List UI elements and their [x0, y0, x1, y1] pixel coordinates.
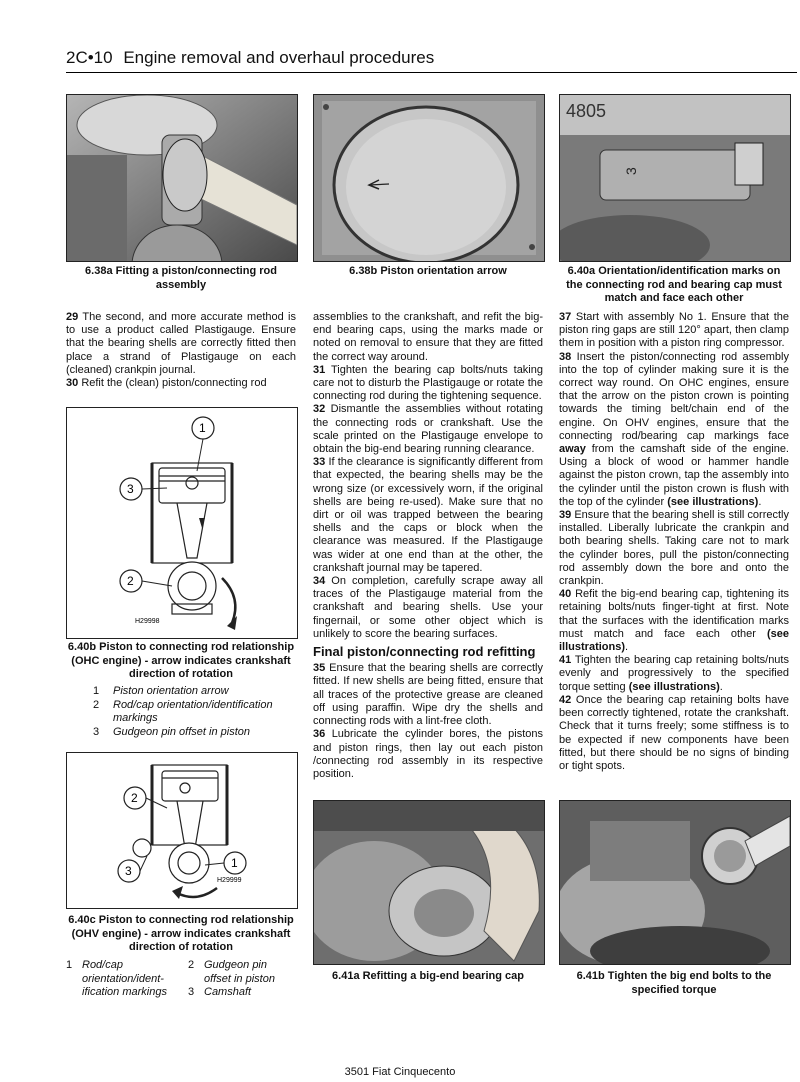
- paragraph-38: 38 Insert the piston/connecting rod assembly into the top of cylinder making sure it is the correct way round. On OHC engines, ensure that the arrow on the piston crown is pointing towards the timing belt/chain end of the engine. On OHV engines, ensure that the connecting rod/bearing cap markings face away from the camshaft side of the engine. Using a block of wood or hammer handle against the piston crown, tap the assembly into the cylinder until the piston crown is flush with the top of the cylinder (see illustrations).: [559, 350, 789, 508]
- legend-text: Gudgeon pin offset in piston: [204, 959, 275, 985]
- emphasis-away: away: [559, 443, 586, 456]
- legend-number: 3: [93, 725, 100, 738]
- step-number: 34: [313, 575, 326, 588]
- caption-6-38b: 6.38b Piston orientation arrow: [349, 265, 507, 277]
- photo-6-38a: [66, 94, 298, 262]
- legend-number: 1: [66, 959, 73, 971]
- page-footer: 3501 Fiat Cinquecento: [344, 1066, 456, 1078]
- callout-2: 2: [127, 574, 134, 588]
- step-number: 32: [313, 403, 326, 416]
- running-header: [66, 48, 434, 68]
- legend-text: Gudgeon pin offset in piston: [113, 725, 250, 738]
- legend-number: 1: [93, 685, 100, 697]
- caption-6-40c: 6.40c Piston to connecting rod relationship (OHV engine) - arrow indicates crankshaft direction of rotation: [68, 914, 294, 953]
- paragraph-36: [313, 728, 543, 781]
- legend-text: Camshaft: [204, 986, 252, 998]
- section-number: 2C•10: [66, 48, 113, 67]
- paragraph-29: [66, 311, 296, 377]
- legend-item: [188, 986, 296, 1000]
- step-text: The second, and more accurate method is to use a product called Plastigauge. Ensure that the bearing shells are correctly fitted then place a strand of Plastigauge on each (cleaned) crankpin journal.: [66, 311, 296, 376]
- legend-number: 2: [188, 959, 195, 971]
- step-number: 29: [66, 311, 79, 323]
- column-2-text: [313, 311, 543, 781]
- legend-6-40c-left: [66, 959, 178, 1000]
- step-text: Once the bearing cap retaining bolts have been correctly tightened, rotate the crankshaft. Check that it turns freely; some stiffness is to be expected if new components have been fitted, but there should be no signs of binding or tight spots.: [559, 693, 789, 772]
- column-3-text: [559, 311, 789, 773]
- caption-6-41b: 6.41b Tighten the big end bolts to the specified torque: [576, 970, 772, 996]
- illustration-ref: (see illustrations): [628, 680, 720, 693]
- step-text: Refit the (clean) piston/connecting rod: [81, 377, 267, 390]
- legend-item: [188, 959, 296, 986]
- photo-6-40a: [559, 94, 791, 262]
- step-text: Ensure that the bearing shells are correctly fitted. If new shells are being fitted, ensure that all traces of the protective grease are cleaned off using paraffin. Wipe dry the shells and connecting rods with a lint-free cloth.: [313, 662, 543, 728]
- step-text: Dismantle the assemblies without rotating the connecting rods or crankshaft. Use the scale printed on the Plastigauge envelope to obtain the big-end bearing running clearance.: [313, 403, 544, 456]
- paragraph-33: [313, 456, 543, 575]
- diagram-code: H29998: [135, 618, 160, 625]
- step-text: Refit the big-end bearing cap, tightening its retaining bolts/nuts finger-tight at first. Note that the surfaces with the identification marks must match and face each other: [559, 588, 789, 640]
- step-text: Start with assembly No 1. Ensure that the piston ring gaps are still 120° apart, then clamp them in position with a piston ring compressor.: [559, 311, 790, 350]
- step-number: 38: [559, 350, 572, 363]
- legend-item: [93, 685, 293, 699]
- step-number: 37: [559, 311, 572, 323]
- step-number: 35: [313, 662, 326, 675]
- step-text: Tighten the bearing cap bolts/nuts taking care not to disturb the Plastigauge or rotate the connecting rod during the tightening sequence.: [313, 363, 543, 403]
- paragraph-30-cont: assemblies to the crankshaft, and refit the big-end bearing caps, using the marks made or noted on removal to ensure that they are fitted the correct way around.: [313, 311, 543, 363]
- legend-6-40c-right: [188, 959, 296, 1000]
- paragraph-34: [313, 575, 543, 641]
- legend-text: Rod/cap orientation/ident- ification markings: [82, 959, 167, 998]
- step-number: 30: [66, 377, 79, 390]
- header-rule: [66, 72, 797, 73]
- step-number: 41: [559, 654, 572, 667]
- caption-6-40a: 6.40a Orientation/identification marks on the connecting rod and bearing cap must match and face each other: [566, 265, 782, 304]
- column-1-text: [66, 311, 296, 390]
- paragraph-37: [559, 311, 789, 351]
- legend-text: Piston orientation arrow: [113, 685, 229, 697]
- step-text: Ensure that the bearing shell is still correctly installed. Liberally lubricate the crankpin and both bearing shells. Taking care not to mark the cylinder bores, pull the piston/connecting rod assembly down the bore and onto the crankpin.: [559, 509, 789, 588]
- section-title: Engine removal and overhaul procedures: [123, 48, 435, 67]
- photo-6-38b: [313, 94, 545, 262]
- step-text: Lubricate the cylinder bores, the pistons and piston rings, then lay out each piston /connecting rod assembly in its respective position.: [313, 728, 543, 780]
- callout-2: 2: [131, 791, 138, 805]
- paragraph-42: [559, 694, 789, 773]
- paragraph-35: [313, 662, 543, 728]
- legend-number: 2: [93, 698, 100, 711]
- step-number: 33: [313, 456, 326, 469]
- paragraph-31: [313, 364, 543, 404]
- photo-6-41a: [313, 800, 545, 965]
- diagram-6-40c: [66, 752, 298, 909]
- diagram-code: H29999: [217, 877, 242, 884]
- step-number: 39: [559, 509, 572, 522]
- legend-item: [93, 699, 293, 726]
- rod-mark: 3: [623, 167, 639, 175]
- legend-6-40b: [93, 685, 293, 739]
- caption-6-40b: 6.40b Piston to connecting rod relationship (OHC engine) - arrow indicates crankshaft direction of rotation: [67, 641, 295, 680]
- caption-6-38a: 6.38a Fitting a piston/connecting rod assembly: [85, 265, 277, 291]
- step-text: If the clearance is significantly different from that expected, the bearing shells may be the wrong size (or excessively worn, if the original shells are being re-used). Make sure that no dirt or oil was trapped between the bearing shells and the caps or block when the clearance was measured. If the Plastigauge was wider at one end than at the other, the crankshaft journal may be tapered.: [313, 456, 543, 574]
- callout-1: 1: [231, 856, 238, 870]
- step-number: 40: [559, 588, 572, 601]
- legend-number: 3: [188, 986, 195, 998]
- engraving-text: 4805: [566, 101, 607, 121]
- photo-6-41b: [559, 800, 791, 965]
- step-number: 42: [559, 693, 572, 706]
- legend-text: Rod/cap orientation/identification markings: [113, 698, 273, 724]
- paragraph-40: 40 Refit the big-end bearing cap, tightening its retaining bolts/nuts finger-tight at first. Note that the surfaces with the identification marks must match and face each other (see illustrations).: [559, 588, 789, 654]
- paragraph-30: [66, 377, 296, 390]
- callout-1: 1: [199, 421, 206, 435]
- step-text: from the camshaft side of the engine. Using a block of wood or hammer handle against the piston crown, tap the assembly into the cylinder until the piston crown is flush with the top of the cylinder: [559, 443, 789, 508]
- subheading: Final piston/connecting rod refitting: [313, 644, 536, 660]
- illustration-ref: (see illustrations): [667, 495, 759, 508]
- step-text: Insert the piston/connecting rod assembly into the top of cylinder making sure it is the correct way round. On OHC engines, ensure that the arrow on the piston crown is pointing towards the timing belt/chain end of the engine. On OHV engines, ensure that the connecting rod/bearing cap markings face: [559, 350, 789, 442]
- paragraph-39: [559, 509, 789, 588]
- legend-item: [93, 726, 293, 740]
- callout-3: 3: [125, 864, 132, 878]
- caption-6-41a: 6.41a Refitting a big-end bearing cap: [332, 970, 524, 982]
- illustration-ref: (see illustrations): [559, 627, 789, 654]
- step-text: Tighten the bearing cap retaining bolts/nuts evenly and progressively to the specified torque setting: [559, 654, 789, 693]
- step-text: On completion, carefully scrape away all traces of the Plastigauge material from the crankshaft and bearing shells. Use your fingernail, or some other object which is unlikely to score the bearing surfaces.: [313, 575, 543, 640]
- step-number: 31: [313, 363, 326, 376]
- paragraph-32: [313, 403, 543, 456]
- legend-item: [66, 959, 178, 1000]
- callout-3: 3: [127, 482, 134, 496]
- step-number: 36: [313, 728, 326, 741]
- paragraph-41: 41 Tighten the bearing cap retaining bolts/nuts evenly and progressively to the specified torque setting (see illustrations).: [559, 654, 789, 693]
- diagram-6-40b: [66, 407, 298, 639]
